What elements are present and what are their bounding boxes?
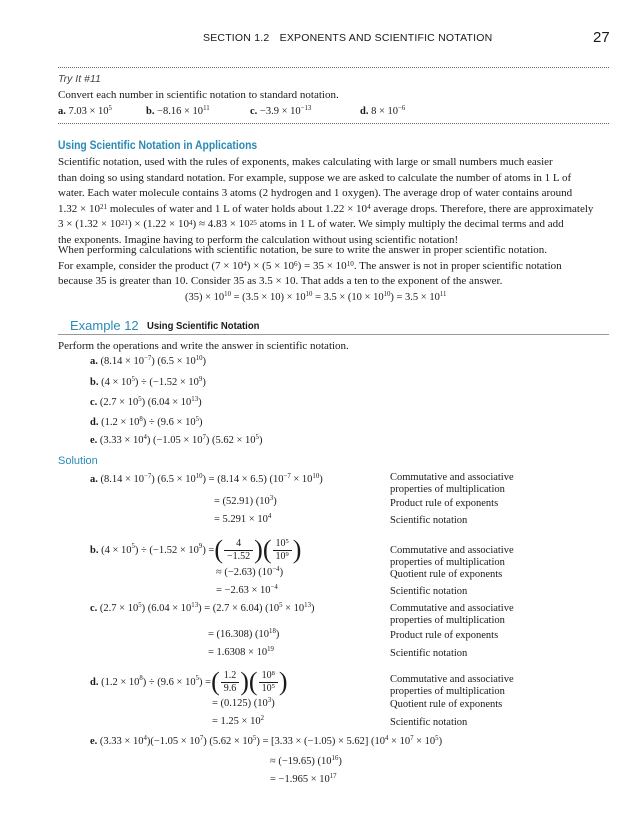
fraction: $\frac{10^5}{10^9}$	[273, 538, 292, 563]
solution-d-note-3: Scientific notation	[390, 717, 468, 728]
solution-a-line-3: = $5.291 \times 10^4$	[214, 512, 272, 525]
solution-c-note-3: Scientific notation	[390, 648, 468, 659]
example-part-a: a. $(8.14 \times 10^{-7})$ $(6.5 \times 10^{10})$	[90, 354, 207, 367]
applications-paragraph-1: Scientific notation, used with the rules of exponents, makes calculating with large or small numbers much easier than doing so using standard notation. For example, suppose we are asked to calculate the number of atoms in 1 L of water. Each water molecule contains 3 atoms (2 hydrogen and 1 oxygen). The average drop of water contains around $1.32 \times 10^{21}$ molecules of water and 1 L of water holds about $1.22 \times 10^4$ average drops. Therefore, there are approximately $3 \times (1.32 \times 10^{21}) \times (1.22 \times 10^4) \approx 4.83 \times 10^{25}$ atoms in 1 L of water. We simply multiply the decimal terms and add the exponents. Imagine having to perform the calculation without using scientific notation!	[58, 156, 594, 246]
solution-d-line-1: d. $(1.2 \times 10^8) \div (9.6 \times 10^5)$ = ( $\frac{1.2}{9.6}$ ) ( $\frac{10^8}{10^5}$ )	[90, 667, 288, 696]
try-it-prompt: Convert each number in scientific notation to standard notation.	[58, 89, 339, 101]
solution-d-note-1: Commutative and associative properties of multiplication	[390, 674, 514, 697]
solution-b-note-3: Scientific notation	[390, 586, 468, 597]
fraction: $\frac{10^8}{10^5}$	[259, 670, 278, 695]
divider-top	[58, 67, 609, 68]
example-title: Using Scientific Notation	[147, 321, 260, 332]
section-title: EXPONENTS AND SCIENTIFIC NOTATION	[279, 32, 493, 44]
solution-e-line-2: ≈ (−19.65) $(10^{16})$	[270, 754, 342, 767]
example-part-c: c. $(2.7 \times 10^5)$ $(6.04 \times 10^{13})$	[90, 395, 202, 408]
solution-b-line-3: = $-2.63 \times 10^{-4}$	[216, 583, 278, 596]
solution-e-line-1: e. $(3.33 \times 10^4)(-1.05 \times 10^7)$ $(5.62 \times 10^5) = [3.33 \times (-1.05) \times 5.62] (10^4 \times 10^7 \times 10^5)$	[90, 734, 443, 747]
solution-c-line-2: = (16.308) $(10^{18})$	[208, 627, 280, 640]
fraction: $\frac{4}{-1.52}$	[224, 538, 253, 563]
solution-c-note-1: Commutative and associative properties of multiplication	[390, 603, 514, 626]
example-rule	[58, 334, 609, 335]
solution-b-line-1: b. $(4 \times 10^5) \div (-1.52 \times 10^9)$ = ( $\frac{4}{-1.52}$ ) ( $\frac{10^5}{10^9}$ )	[90, 535, 302, 564]
example-part-d: d. $(1.2 \times 10^8) \div (9.6 \times 10^5)$	[90, 415, 203, 428]
example-part-b: b. $(4 \times 10^5) \div (-1.52 \times 10^9)$	[90, 375, 206, 388]
divider-bottom	[58, 123, 609, 124]
try-it-title: Try It #11	[58, 73, 101, 85]
solution-a-line-2: = (52.91) $(10^3)$	[214, 494, 277, 507]
fraction: $\frac{1.2}{9.6}$	[221, 670, 240, 695]
example-part-e: e. $(3.33 \times 10^4)$ $(-1.05 \times 10^7)$ $(5.62 \times 10^5)$	[90, 433, 263, 446]
solution-a-line-1: a. $(8.14 \times 10^{-7})$ $(6.5 \times 10^{10}) = (8.14 \times 6.5)$ $(10^{-7} \times 10^{10})$	[90, 472, 323, 485]
solution-heading: Solution	[58, 455, 98, 467]
try-it-item-a: a. $7.03 \times 10^5$	[58, 104, 112, 117]
example-prompt: Perform the operations and write the answer in scientific notation.	[58, 340, 349, 352]
section-label: SECTION 1.2	[203, 32, 270, 44]
solution-b-line-2: ≈ (−2.63) $(10^{-4})$	[216, 565, 284, 578]
solution-c-line-1: c. $(2.7 \times 10^5)$ $(6.04 \times 10^{13}) = (2.7 \times 6.04)$ $(10^5 \times 10^{13})$	[90, 601, 315, 614]
try-it-item-d: d. $8 \times 10^{-6}$	[360, 104, 406, 117]
solution-b-note-2: Quotient rule of exponents	[390, 569, 503, 580]
applications-paragraph-2: When performing calculations with scientific notation, be sure to write the answer in proper scientific notation. For example, consider the product $(7 \times 10^4) \times (5 \times 10^6) = 35 \times 10^{10}$. The answer is not in proper scientific notation because 35 is greater than 10. Consider 35 as 3.5 × 10. That adds a ten to the exponent of the answer.	[58, 244, 562, 287]
solution-c-note-2: Product rule of exponents	[390, 630, 499, 641]
solution-b-note-1: Commutative and associative properties of multiplication	[390, 545, 514, 568]
solution-d-line-2: = (0.125) $(10^3)$	[212, 696, 275, 709]
applications-heading: Using Scientific Notation in Applications	[58, 140, 258, 152]
solution-a-note-1: Commutative and associative properties of multiplication	[390, 472, 514, 495]
solution-c-line-3: = $1.6308 \times 10^{19}$	[208, 645, 274, 658]
try-it-item-c: c. $-3.9 \times 10^{-13}$	[250, 104, 312, 117]
running-header	[203, 32, 492, 44]
example-label: Example 12	[70, 318, 139, 333]
solution-a-note-2: Product rule of exponents	[390, 498, 499, 509]
try-it-item-b: b. $-8.16 \times 10^{11}$	[146, 104, 210, 117]
solution-d-note-2: Quotient rule of exponents	[390, 699, 503, 710]
solution-e-line-3: = $-1.965 \times 10^{17}$	[270, 772, 337, 785]
display-equation: $(35) \times 10^{10} = (3.5 \times 10) \times 10^{10} = 3.5 \times (10 \times 10^{10}) = 3.5 \times 10^{11}$	[185, 290, 447, 303]
solution-a-note-3: Scientific notation	[390, 515, 468, 526]
page-number: 27	[593, 29, 610, 46]
solution-d-line-3: = $1.25 \times 10^2$	[212, 714, 264, 727]
